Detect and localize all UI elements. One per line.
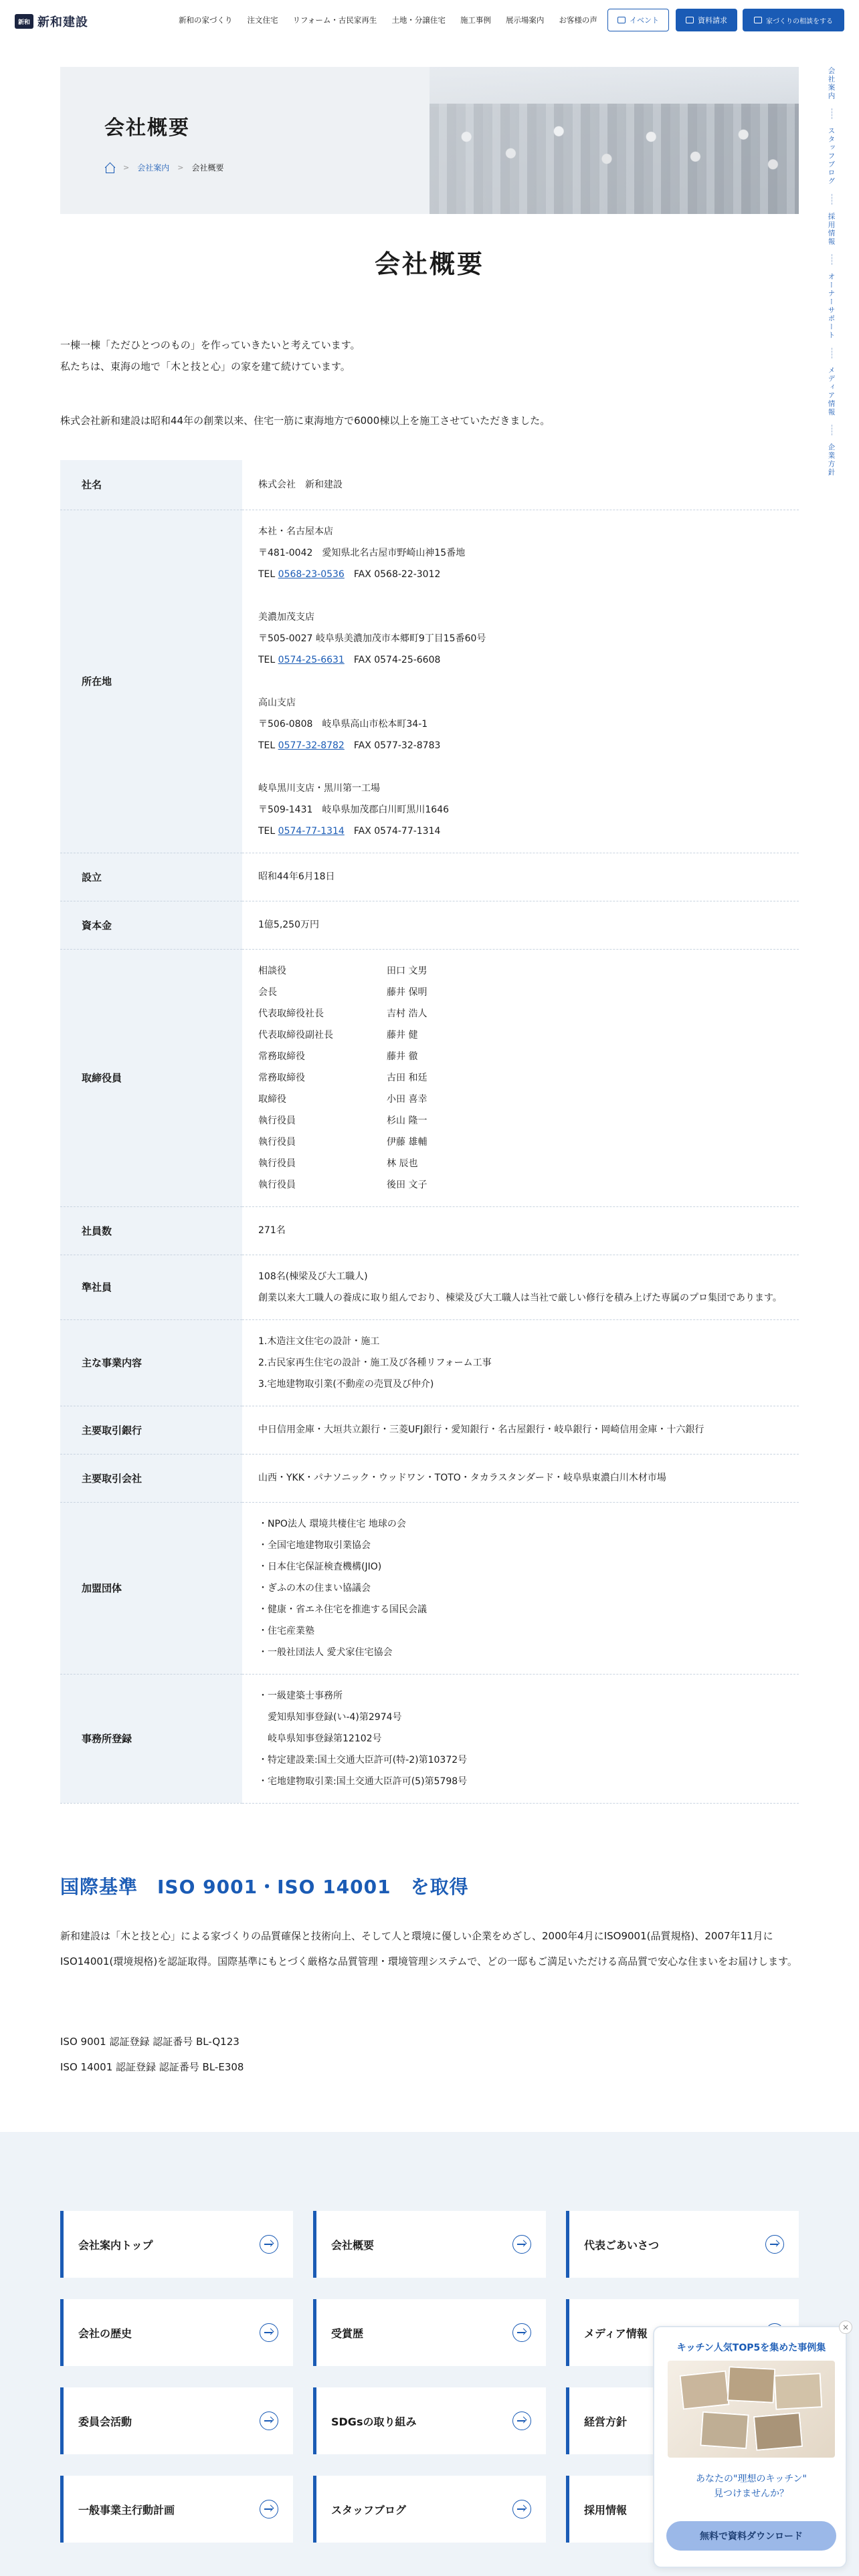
org-list — [242, 1502, 799, 1674]
row-value: 株式会社 新和建設 — [242, 460, 799, 510]
banner-question — [654, 2472, 848, 2501]
officer-name: 田口 文男 — [387, 965, 427, 976]
company-link-label: 委員会活動 — [78, 2415, 132, 2428]
row-label: 社員数 — [60, 1206, 242, 1255]
office-contact: TEL 0574-77-1314 FAX 0574-77-1314 — [258, 825, 441, 837]
row-value: 中日信用金庫・大垣共立銀行・三菱UFJ銀行・愛知銀行・名古屋銀行・岐阜銀行・岡崎信用金庫・十六銀行 — [242, 1406, 799, 1454]
table-row — [60, 949, 799, 1206]
row-label: 主な事業内容 — [60, 1319, 242, 1406]
side-nav-item[interactable]: 企業方針 — [827, 443, 836, 477]
officer-name: 杉山 隆一 — [387, 1115, 427, 1126]
company-link-card[interactable] — [60, 2299, 293, 2366]
office-address: 〒505-0027 岐阜県美濃加茂市本郷町9丁目15番60号 — [258, 633, 486, 644]
org-item: ・健康・省エネ住宅を推進する国民会議 — [258, 1604, 427, 1615]
office — [258, 692, 783, 756]
org-item: ・一般社団法人 愛犬家住宅協会 — [258, 1646, 393, 1658]
arrow-right-icon — [512, 2411, 531, 2430]
row-label: 事務所登録 — [60, 1674, 242, 1803]
company-link-card[interactable] — [313, 2476, 546, 2543]
company-link-card[interactable] — [60, 2476, 293, 2543]
officer-title: 常務取締役 — [258, 1072, 305, 1083]
tel-link[interactable]: 0577-32-8782 — [278, 740, 345, 751]
officer-name: 後田 文子 — [387, 1179, 427, 1190]
registration-item: ・一級建築士事務所 — [258, 1690, 343, 1701]
table-row — [60, 510, 799, 853]
officer-title: 常務取締役 — [258, 1051, 305, 1062]
intro-text — [60, 334, 799, 377]
table-row — [60, 1674, 799, 1803]
fax: FAX 0574-25-6608 — [353, 654, 441, 665]
company-link-label: メディア情報 — [584, 2327, 648, 2340]
officer-title: 相談役 — [258, 965, 286, 976]
office-contact: TEL 0568-23-0536 FAX 0568-22-3012 — [258, 568, 441, 580]
row-label: 主要取引銀行 — [60, 1406, 242, 1454]
row-value: 271名 — [242, 1206, 799, 1255]
officer-title: 執行役員 — [258, 1158, 296, 1169]
officer-title: 代表取締役副社長 — [258, 1029, 333, 1041]
event-button[interactable] — [607, 9, 669, 31]
iso-heading: 国際基準 ISO 9001・ISO 14001 を取得 — [60, 1876, 469, 1898]
office-address: 〒481-0042 愛知県北名古屋市野崎山神15番地 — [258, 547, 466, 558]
office-name: 美濃加茂支店 — [258, 611, 314, 623]
row-value: 1億5,250万円 — [242, 901, 799, 949]
registration-item: ・宅地建物取引業:国土交通大臣許可(5)第5798号 — [258, 1776, 468, 1787]
org-item: ・日本住宅保証検査機構(JIO) — [258, 1561, 382, 1572]
office-list — [242, 510, 799, 853]
iso-body: 新和建設は「木と技と心」による家づくりの品質確保と技術向上、そして人と環境に優しい企業をめざし、2000年4月にISO9001(品質規格)、2007年11月にISO14001(環境規格)を認証取得。国際基準にもとづく厳格な品質管理・環境管理システムで、どの一邸もご満足いただける高品質で安心な住まいをお届けします。 — [60, 1930, 797, 1967]
office — [258, 778, 783, 842]
home-icon[interactable] — [104, 163, 115, 173]
org-item: ・ぎふの木の住まい協議会 — [258, 1582, 371, 1594]
table-row — [60, 853, 799, 901]
officer-name: 古田 和廷 — [387, 1072, 427, 1083]
company-link-label: 代表ごあいさつ — [584, 2238, 660, 2252]
officer-row — [258, 982, 783, 1003]
nav-item[interactable]: 施工事例 — [460, 15, 491, 25]
row-value: 山西・YKK・パナソニック・ウッドワン・TOTO・タカラスタンダード・岐阜県東濃白川木材市場 — [242, 1454, 799, 1502]
row-label: 所在地 — [60, 510, 242, 853]
side-nav-item[interactable]: メディア情報 — [827, 366, 836, 417]
registration-list — [242, 1674, 799, 1803]
arrow-right-icon — [765, 2235, 784, 2254]
office-name: 岐阜黒川支店・黒川第一工場 — [258, 782, 380, 794]
officer-row — [258, 1067, 783, 1089]
row-label: 取締役員 — [60, 949, 242, 1206]
company-link-label: スタッフブログ — [331, 2503, 407, 2516]
arrow-right-icon — [512, 2323, 531, 2342]
tel-link[interactable]: 0568-23-0536 — [278, 568, 345, 580]
banner-title: キッチン人気TOP5を集めた事例集 — [676, 2343, 826, 2353]
org-item: ・NPO法人 環境共棲住宅 地球の会 — [258, 1518, 406, 1529]
row-label: 主要取引会社 — [60, 1454, 242, 1502]
breadcrumb-current: 会社概要 — [191, 163, 224, 173]
document-request-label: 資料請求 — [698, 16, 727, 25]
office-name: 本社・名古屋本店 — [258, 526, 333, 537]
page-hero — [60, 67, 799, 214]
company-link-label: 会社概要 — [331, 2238, 375, 2252]
office-address: 〒509-1431 岐阜県加茂郡白川町黒川1646 — [258, 804, 450, 815]
nav-item[interactable]: 展示場案内 — [505, 15, 545, 25]
company-link-label: 経営方針 — [584, 2415, 628, 2428]
table-row — [60, 1502, 799, 1674]
hero-title: 会社概要 — [104, 116, 190, 140]
officer-title: 執行役員 — [258, 1179, 296, 1190]
arrow-right-icon — [260, 2323, 278, 2342]
flag-icon — [617, 17, 626, 23]
officer-row — [258, 1110, 783, 1132]
business-item: 3.宅地建物取引業(不動産の売買及び仲介) — [258, 1378, 434, 1390]
iso-registration: ISO 14001 認証登録 認証番号 BL-E308 — [60, 2061, 244, 2073]
row-value: 昭和44年6月18日 — [242, 853, 799, 901]
officer-title: 会長 — [258, 986, 277, 998]
company-link-label: 一般事業主行動計画 — [78, 2503, 175, 2516]
consultation-label: 家づくりの相談をする — [766, 17, 833, 25]
office-contact: TEL 0574-25-6631 FAX 0574-25-6608 — [258, 654, 441, 665]
officer-title: 代表取締役社長 — [258, 1008, 324, 1019]
business-item: 1.木造注文住宅の設計・施工 — [258, 1335, 380, 1347]
officer-row — [258, 1174, 783, 1196]
officer-name: 藤井 徹 — [387, 1051, 418, 1062]
nav-item[interactable]: リフォーム・古民家再生 — [292, 15, 377, 25]
banner-question-line: あなたの"理想のキッチン" — [696, 2474, 807, 2484]
row-label: 設立 — [60, 853, 242, 901]
fax: FAX 0574-77-1314 — [353, 825, 441, 837]
officer-title: 執行役員 — [258, 1136, 296, 1148]
global-nav — [171, 15, 605, 25]
company-link-card[interactable] — [60, 2211, 293, 2278]
event-button-label: イベント — [630, 16, 659, 25]
breadcrumb-separator: > — [123, 163, 130, 172]
officer-row — [258, 1003, 783, 1025]
officer-name: 藤井 健 — [387, 1029, 418, 1041]
office-name: 高山支店 — [258, 697, 296, 708]
chair-icon — [754, 17, 762, 23]
business-item: 2.古民家再生住宅の設計・施工及び各種リフォーム工事 — [258, 1357, 492, 1368]
company-link-card[interactable] — [566, 2211, 799, 2278]
side-nav-item[interactable]: 会社案内 — [827, 67, 836, 100]
breadcrumb-separator: > — [177, 163, 184, 172]
logo-text: 新和建設 — [37, 15, 88, 29]
officer-name: 吉村 浩人 — [387, 1008, 427, 1019]
fax: FAX 0568-22-3012 — [353, 568, 441, 580]
nav-item[interactable]: 注文住宅 — [247, 15, 278, 25]
page-title: 会社概要 — [374, 249, 484, 279]
arrow-right-icon — [260, 2500, 278, 2518]
officer-row — [258, 1046, 783, 1067]
company-link-card[interactable] — [313, 2211, 546, 2278]
site-header — [0, 0, 859, 41]
tel-link[interactable]: 0574-77-1314 — [278, 825, 345, 837]
breadcrumb — [104, 162, 223, 173]
officer-name: 伊藤 雄輔 — [387, 1136, 427, 1148]
registration-item: ・特定建設業:国土交通大臣許可(特-2)第10372号 — [258, 1754, 468, 1765]
associate-description: 創業以来大工職人の養成に取り組んでおり、棟梁及び大工職人は当社で厳しい修行を積み上げた専属のプロ集団であります。 — [258, 1292, 782, 1303]
book-icon — [686, 17, 694, 23]
intro-line: 私たちは、東海の地で「木と技と心」の家を建て続けています。 — [60, 360, 351, 372]
company-link-label: 会社の歴史 — [78, 2327, 132, 2340]
officer-name: 藤井 保明 — [387, 986, 427, 998]
officer-list — [242, 949, 799, 1206]
table-row — [60, 1319, 799, 1406]
table-row — [60, 1206, 799, 1255]
office-address: 〒506-0808 岐阜県高山市松本町34-1 — [258, 718, 428, 730]
document-request-button[interactable] — [676, 9, 737, 31]
associate-count: 108名(棟梁及び大工職人) — [258, 1271, 368, 1282]
table-row — [60, 460, 799, 510]
officer-title: 執行役員 — [258, 1115, 296, 1126]
logo[interactable] — [15, 13, 88, 30]
breadcrumb-link[interactable]: 会社案内 — [137, 163, 170, 173]
company-link-card[interactable] — [313, 2387, 546, 2454]
officer-name: 林 辰也 — [387, 1158, 418, 1169]
officer-row — [258, 1153, 783, 1174]
officer-row — [258, 1132, 783, 1153]
company-link-card[interactable] — [60, 2387, 293, 2454]
org-item: ・住宅産業塾 — [258, 1625, 314, 1636]
company-link-label: SDGsの取り組み — [331, 2415, 417, 2428]
logo-mark: 新和 — [15, 14, 33, 29]
associate-info — [242, 1255, 799, 1319]
row-label: 資本金 — [60, 901, 242, 949]
table-row — [60, 1406, 799, 1454]
company-link-label: 受賞歴 — [331, 2327, 364, 2340]
office-contact: TEL 0577-32-8782 FAX 0577-32-8783 — [258, 740, 441, 751]
consultation-button[interactable] — [743, 9, 844, 31]
intro-history: 株式会社新和建設は昭和44年の創業以来、住宅一筋に東海地方で6000棟以上を施工させていただきました。 — [60, 415, 551, 427]
row-label: 社名 — [60, 460, 242, 510]
side-nav-item[interactable]: オーナーサポート — [827, 272, 836, 340]
iso-registration: ISO 9001 認証登録 認証番号 BL-Q123 — [60, 2036, 240, 2048]
intro-line: 一棟一棟「ただひとつのもの」を作っていきたいと考えています。 — [60, 339, 361, 351]
iso-registrations — [60, 2029, 244, 2080]
office — [258, 607, 783, 671]
officer-row — [258, 960, 783, 982]
close-icon[interactable]: × — [839, 2321, 852, 2334]
office — [258, 521, 783, 585]
business-list — [242, 1319, 799, 1406]
side-nav-item[interactable]: スタッフブログ — [827, 127, 836, 186]
side-nav-item[interactable]: 採用情報 — [827, 212, 836, 246]
officer-name: 小田 喜幸 — [387, 1093, 427, 1105]
arrow-right-icon — [260, 2235, 278, 2254]
arrow-right-icon — [260, 2411, 278, 2430]
officer-row — [258, 1089, 783, 1110]
tel-link[interactable]: 0574-25-6631 — [278, 654, 345, 665]
officer-title: 取締役 — [258, 1093, 286, 1105]
row-label: 準社員 — [60, 1255, 242, 1319]
table-row — [60, 1255, 799, 1319]
registration-item: 愛知県知事登録(い-4)第2974号 — [268, 1711, 402, 1723]
company-link-label: 採用情報 — [584, 2503, 628, 2516]
arrow-right-icon — [512, 2235, 531, 2254]
table-row — [60, 901, 799, 949]
fax: FAX 0577-32-8783 — [353, 740, 441, 751]
nav-item[interactable]: 土地・分譲住宅 — [391, 15, 446, 25]
row-label: 加盟団体 — [60, 1502, 242, 1674]
company-link-card[interactable] — [313, 2299, 546, 2366]
org-item: ・全国宅地建物取引業協会 — [258, 1539, 371, 1551]
kitchen-catalog-banner[interactable] — [653, 2326, 847, 2568]
company-profile-table — [60, 460, 799, 1804]
banner-question-line: 見つけませんか？ — [714, 2488, 789, 2499]
kitchen-photo-collage — [668, 2361, 835, 2458]
download-button[interactable]: 無料で資料ダウンロード — [666, 2521, 836, 2551]
company-link-label: 会社案内トップ — [78, 2238, 153, 2252]
table-row — [60, 1454, 799, 1502]
arrow-right-icon — [512, 2500, 531, 2518]
officer-row — [258, 1025, 783, 1046]
nav-item[interactable]: 新和の家づくり — [179, 15, 233, 25]
registration-item: 岐阜県知事登録第12102号 — [268, 1733, 382, 1744]
nav-item[interactable]: お客様の声 — [559, 15, 597, 25]
